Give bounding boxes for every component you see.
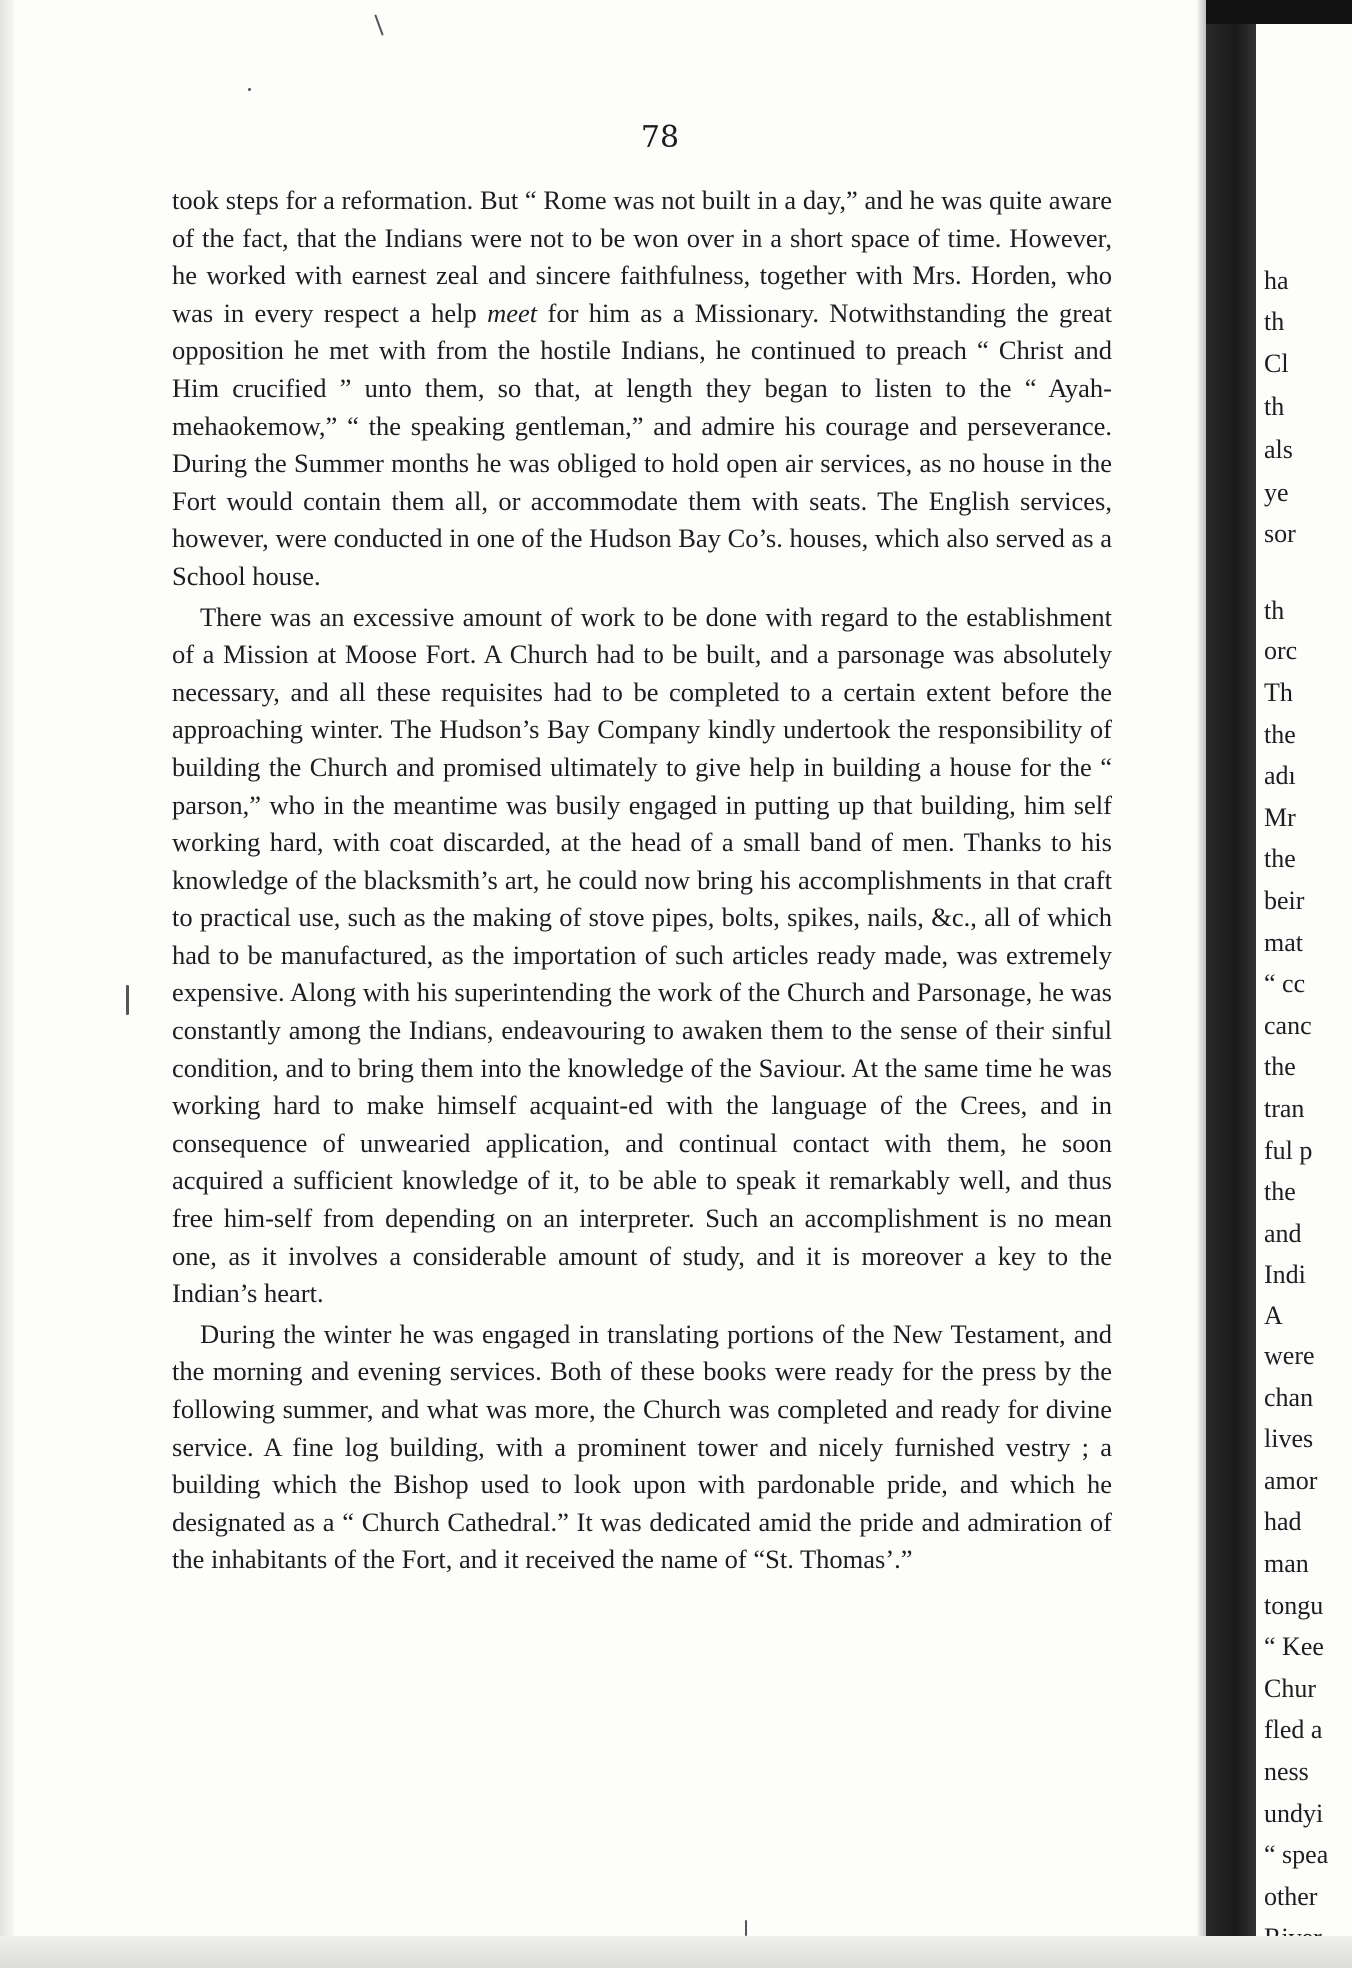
paper-speck xyxy=(126,985,129,1015)
paper-speck xyxy=(374,14,383,35)
paragraph xyxy=(172,1316,1112,1579)
facing-page-line: fled a xyxy=(1264,1715,1323,1745)
facing-page-line: the xyxy=(1264,1177,1296,1207)
paper-speck xyxy=(745,1920,747,1936)
paragraph-text: There was an excessive amount of work to be done with regard to the establishment of a Mission at Moose Fort. A Church had to be built, and a parsonage was absolutely necessary, and all these requisites had to be completed to a certain extent before the approaching winter. The Hudson’s Bay Company kindly undertook the responsibility of building the Church and promised ultimately to give help in building a house for the “ parson,” who in the meantime was busily engaged in putting up that building, him self working hard, with coat discarded, at the head of a small band of men. Thanks to his knowledge of the blacksmith’s art, he could now bring his accomplishments in that craft to practical use, such as the making of stove pipes, bolts, spikes, nails, &c., all of which had to be manufactured, as the importation of such articles ready made, was extremely expensive. Along with his superintending the work of the Church and Parsonage, he was constantly among the Indians, endeavouring to awaken them to the sense of their sinful condition, and to bring them into the knowledge of the Saviour. At the same time he was working hard to make himself acquaint-ed with the language of the Crees, and in consequence of unwearied application, and continual contact with them, he soon acquired a sufficient knowledge of it, to be able to speak it remarkably well, and thus free him-self from depending on an interpreter. Such an accomplishment is no mean one, as it involves a considerable amount of study, and it is moreover a key to the Indian’s heart. xyxy=(172,601,1112,1309)
facing-page-line: Cl xyxy=(1264,349,1289,378)
facing-page-line: Indi xyxy=(1264,1260,1306,1290)
facing-page-line: adı xyxy=(1264,761,1296,791)
facing-page-line: als xyxy=(1264,434,1293,464)
facing-page-line: man xyxy=(1264,1548,1309,1578)
facing-page-line: ness xyxy=(1264,1756,1309,1786)
binding-top xyxy=(1206,0,1352,24)
facing-page xyxy=(1256,24,1352,1936)
page-number: 78 xyxy=(640,120,680,155)
facing-page-line: tran xyxy=(1264,1093,1305,1123)
facing-page-line: orc xyxy=(1264,636,1298,666)
book-binding-gutter xyxy=(1206,24,1256,1968)
italic-word: meet xyxy=(487,297,538,328)
facing-page-line: th xyxy=(1264,596,1285,625)
bottom-edge xyxy=(0,1936,1352,1968)
facing-page-line: and xyxy=(1264,1218,1302,1248)
facing-page-line: Mr xyxy=(1264,802,1296,832)
facing-page-line: were xyxy=(1264,1340,1315,1370)
facing-page-line: th xyxy=(1264,307,1285,337)
facing-page-line: ha xyxy=(1264,265,1289,295)
paragraph xyxy=(172,182,1112,596)
body-text xyxy=(172,182,1112,1579)
facing-page-line: Th xyxy=(1264,677,1293,707)
facing-page-line: A xyxy=(1264,1300,1283,1330)
facing-page-line: beir xyxy=(1264,885,1305,915)
paragraph-text: During the winter he was engaged in translating portions of the New Testament, and the morning and evening services. Both of these books were ready for the press by the following summer, and what was more, the Church was completed and ready for divine service. A fine log building, with a prominent tower and nicely furnished vestry ; a building which the Bishop used to look upon with pardonable pride, and which he designated as a “ Church Cathedral.” It was dedicated amid the pride and admiration of the inhabitants of the Fort, and it received the name of “St. Thomas’.” xyxy=(172,1318,1112,1575)
facing-page-line: amor xyxy=(1264,1465,1318,1495)
facing-page-line: “ spea xyxy=(1264,1840,1329,1870)
gutter-shadow xyxy=(1196,0,1206,1968)
facing-page-line: chan xyxy=(1264,1382,1314,1412)
facing-page-line: “ cc xyxy=(1264,969,1306,999)
facing-page-line: lives xyxy=(1264,1424,1314,1454)
facing-page-line: ye xyxy=(1264,477,1289,507)
facing-page-line: ful p xyxy=(1264,1135,1313,1165)
facing-page-line: canc xyxy=(1264,1010,1312,1040)
facing-page-line: mat xyxy=(1264,927,1303,957)
facing-page-line: had xyxy=(1264,1507,1302,1537)
facing-page-line: tongu xyxy=(1264,1590,1324,1620)
paper-speck xyxy=(248,88,251,91)
facing-page-line: “ Kee xyxy=(1264,1632,1324,1662)
facing-page-line: the xyxy=(1264,844,1296,874)
paragraph xyxy=(172,599,1112,1313)
facing-page-line: undyi xyxy=(1264,1798,1324,1828)
facing-page-line: the xyxy=(1264,1052,1296,1082)
paragraph-text: took steps for a reformation. But “ Rome was not built in a day,” and he was quite aware of the fact, that the Indians were not to be won over in a short space of time. However, he worked with earnest zeal and sincere faithfulness, together with Mrs. Horden, who was in every respect a help xyxy=(172,185,1112,328)
paragraph-text: for him as a Missionary. Notwithstanding the great opposition he met with from the hostile Indians, he continued to preach “ Christ and Him crucified ” unto them, so that, at length they began to listen to the “ Ayah-mehaokemow,” “ the speaking gentleman,” and admire his courage and perseverance. During the Summer months he was obliged to hold open air services, as no house in the Fort would contain them all, or accommodate them with seats. The English services, however, were conducted in one of the Hudson Bay Co’s. houses, which also served as a School house. xyxy=(172,297,1112,591)
facing-page-line: other xyxy=(1264,1881,1318,1911)
facing-page-line: th xyxy=(1264,391,1285,421)
facing-page-line: Chur xyxy=(1264,1673,1316,1703)
facing-page-line: sor xyxy=(1264,519,1296,549)
facing-page-line: the xyxy=(1264,719,1296,749)
page-edge-shadow xyxy=(0,0,14,1968)
